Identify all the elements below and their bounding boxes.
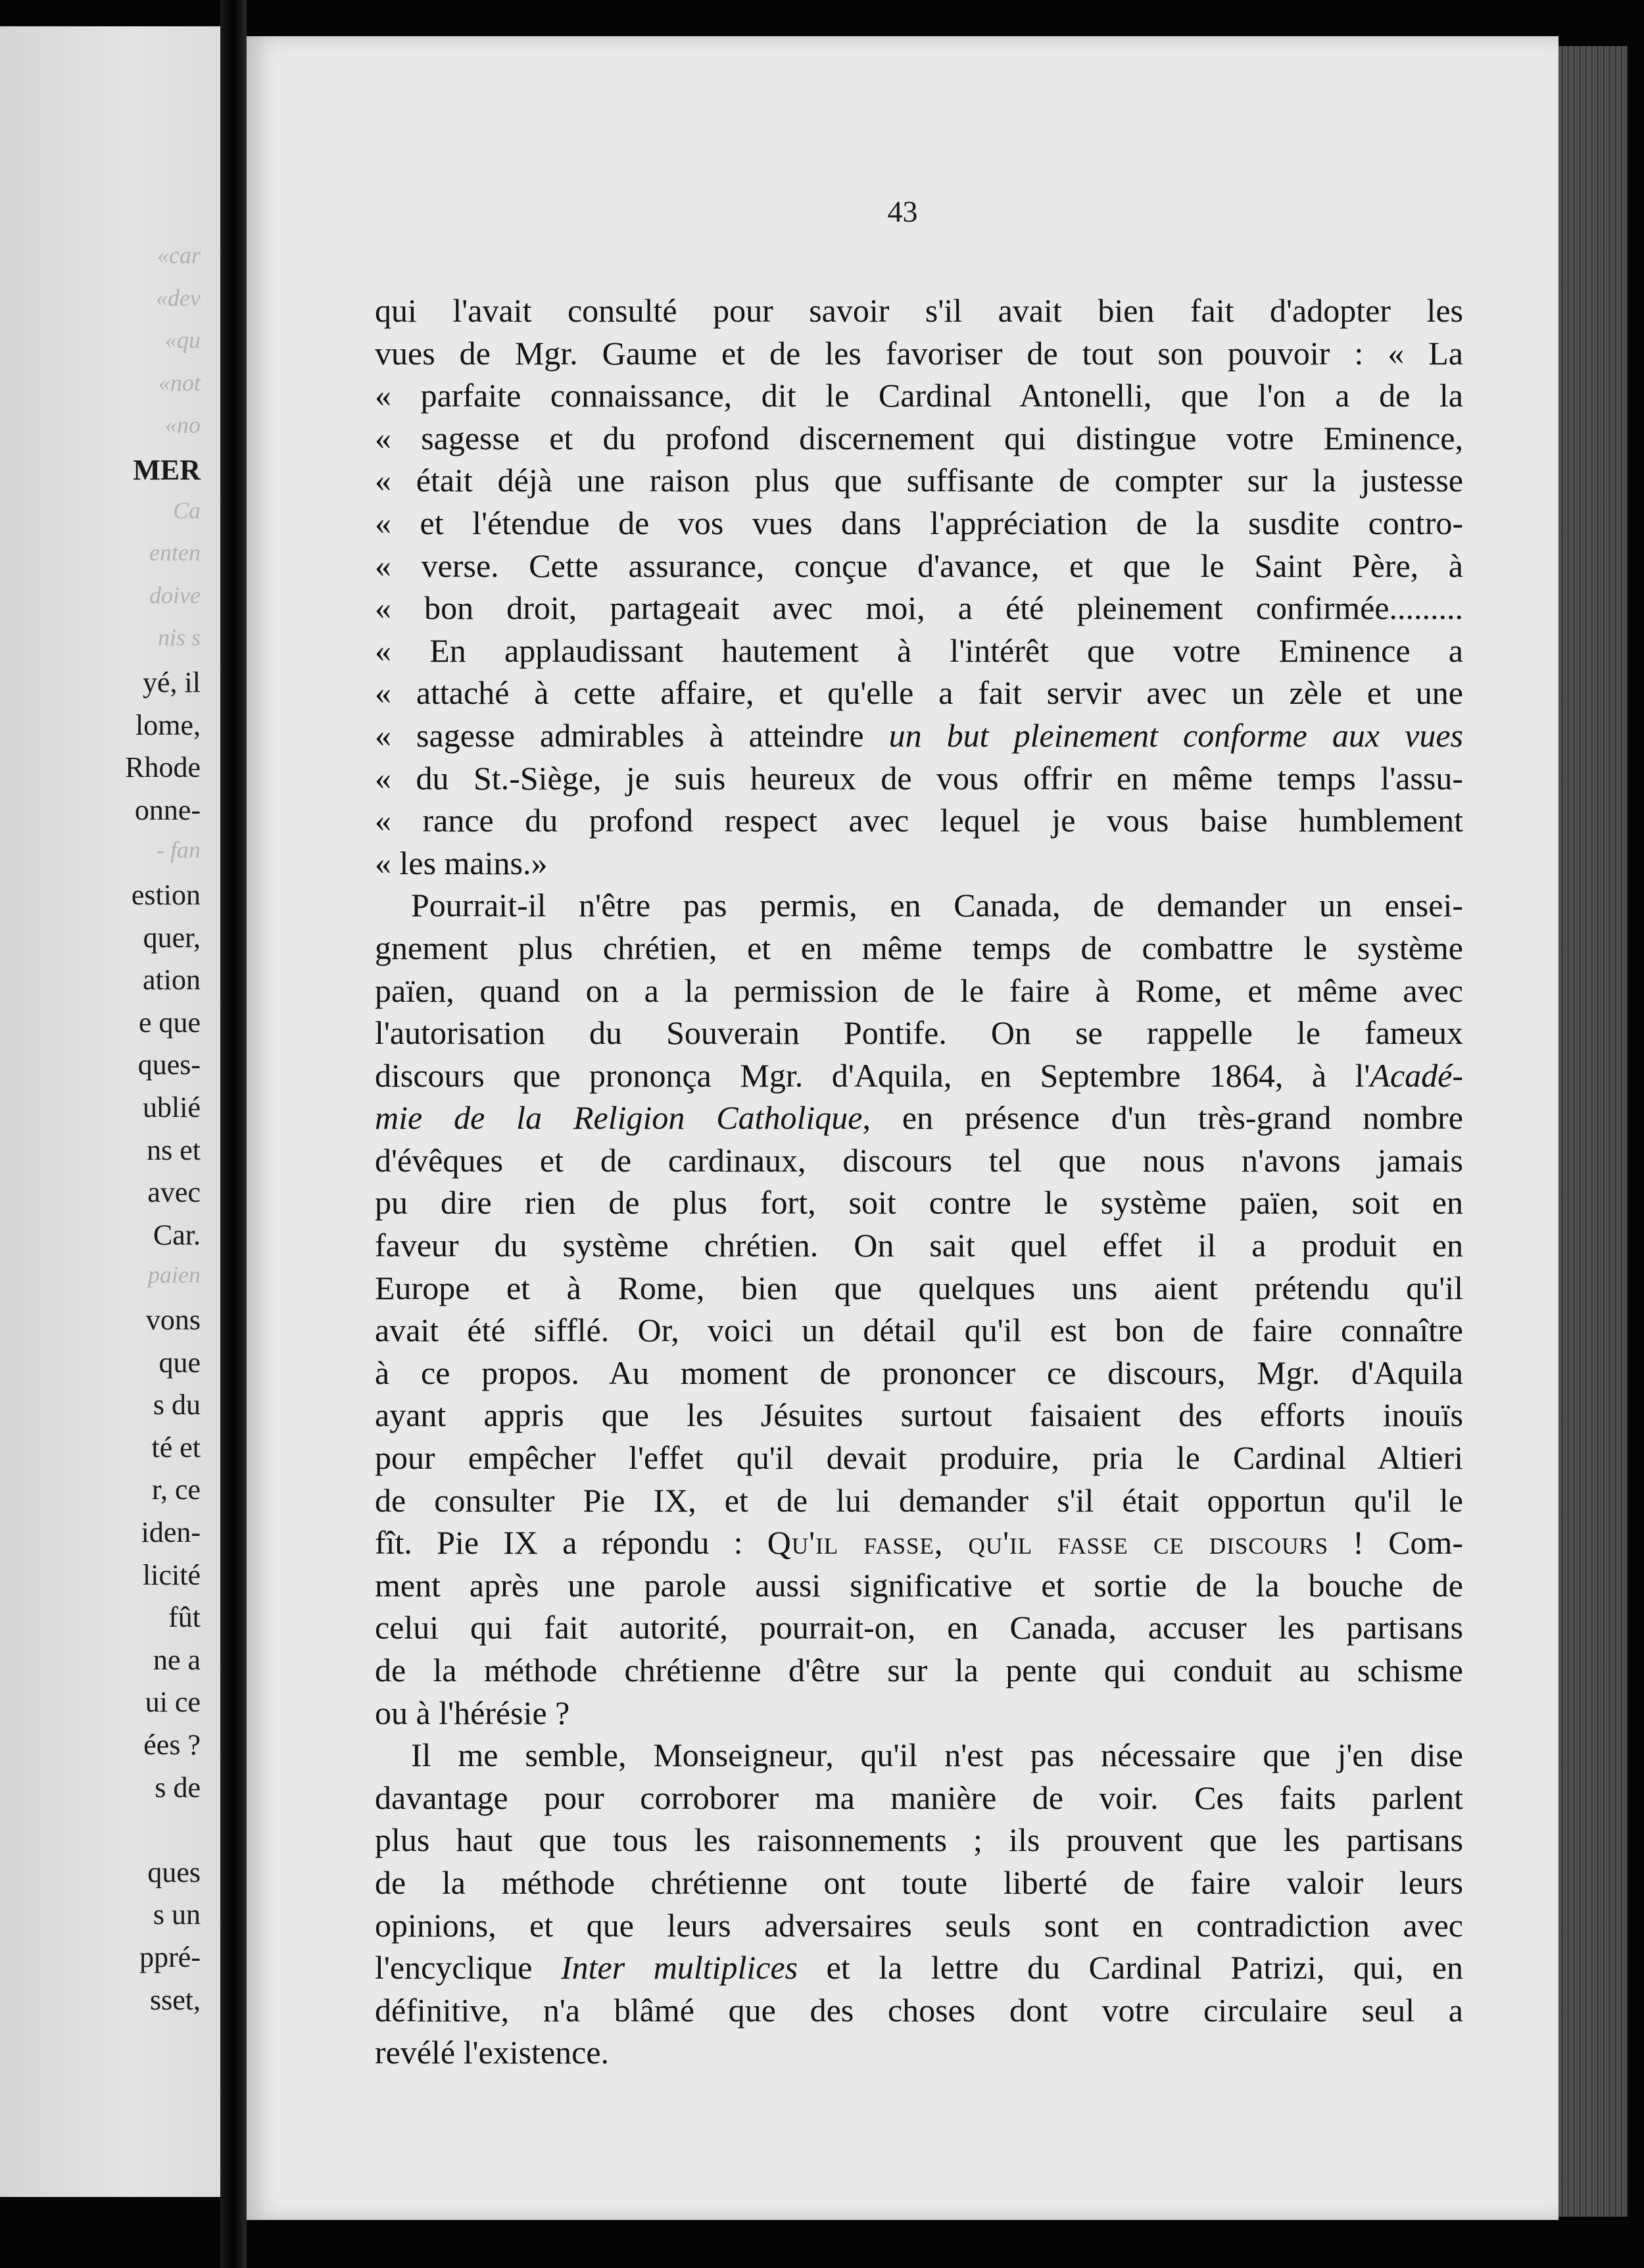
text-line <box>375 1054 1463 1097</box>
facing-page-line: lome, <box>135 708 201 741</box>
text-fragment: et la lettre du Cardinal Patrizi, qui, en <box>798 1949 1463 1986</box>
facing-page-line: s du <box>153 1389 201 1421</box>
text-line: Pourrait-il n'être pas permis, en Canada, de demander un ensei- <box>411 887 1463 924</box>
text-line: qui l'avait consulté pour savoir s'il avait bien fait d'adopter les <box>375 292 1463 329</box>
text-line: ou à l'hérésie ? <box>375 1694 570 1731</box>
facing-page-line: s un <box>153 1898 201 1931</box>
page-body-text <box>375 289 1463 2074</box>
text-fragment: , en présence d'un très-grand nombre <box>862 1099 1463 1137</box>
text-line: d'évêques et de cardinaux, discours tel que nous n'avons jamais <box>375 1141 1463 1179</box>
facing-page-line: «qu <box>165 327 201 354</box>
facing-page-line: enten <box>149 539 201 566</box>
facing-page-line: «not <box>158 369 201 396</box>
text-line: opinions, et que leurs adversaires seuls sont en contradiction avec <box>375 1906 1463 1944</box>
text-line: « verse. Cette assurance, conçue d'avance, et que le Saint Père, à <box>375 547 1463 584</box>
facing-page-line: ées ? <box>143 1729 201 1761</box>
facing-page-line: ublié <box>143 1091 201 1123</box>
facing-page-line: paien <box>148 1262 201 1289</box>
text-fragment: discours que prononça Mgr. d'Aquila, en Septembre 1864, à l' <box>375 1056 1370 1094</box>
text-line: définitive, n'a blâmé que des choses dont votre circulaire seul a <box>375 1991 1463 2029</box>
facing-page-line: sset, <box>150 1983 201 2016</box>
text-line <box>375 757 1463 800</box>
text-line: « bon droit, partageait avec moi, a été pleinement confirmée......... <box>375 589 1463 627</box>
text-fragment: « sagesse admirables à atteindre <box>375 716 889 754</box>
text-fragment: fît. Pie IX a répondu : <box>375 1524 767 1562</box>
text-line: ment après une parole aussi significative et sortie de la bouche de <box>375 1566 1463 1604</box>
facing-page-line: «dev <box>156 284 201 311</box>
text-line: celui qui fait autorité, pourrait-on, en Canada, accuser les partisans <box>375 1609 1463 1646</box>
facing-page-line: fût <box>168 1601 201 1634</box>
italic-fragment: mie de la Religion Catholique <box>375 1099 863 1137</box>
facing-page-line: ppré- <box>139 1941 201 1973</box>
text-line <box>375 714 1463 757</box>
facing-page-line: ques- <box>137 1048 201 1081</box>
page-number: 43 <box>887 195 918 228</box>
text-line: de la méthode chrétienne ont toute liberté de faire valoir leurs <box>375 1863 1463 1901</box>
small-caps-fragment: Qu'il fasse, qu'il fasse ce discours <box>767 1524 1329 1562</box>
text-line: avait été sifflé. Or, voici un détail qu'il est bon de faire connaître <box>375 1312 1463 1349</box>
text-line: païen, quand on a la permission de le faire à Rome, et même avec <box>375 972 1463 1009</box>
text-line: « En applaudissant hautement à l'intérêt que votre Eminence a <box>375 631 1463 669</box>
facing-page-line: yé, il <box>143 666 201 699</box>
facing-page-line: «no <box>165 412 201 439</box>
text-line: faveur du système chrétien. On sait quel effet il a produit en <box>375 1227 1463 1264</box>
facing-page-line: onne- <box>134 793 201 826</box>
facing-page-line: licité <box>143 1558 201 1591</box>
facing-page-line: doive <box>149 581 201 608</box>
text-line <box>375 1946 1463 1989</box>
text-line: vues de Mgr. Gaume et de les favoriser de tout son pouvoir : « La <box>375 334 1463 372</box>
text-line: « sagesse et du profond discernement qui distingue votre Eminence, <box>375 419 1463 456</box>
facing-page-line: - fan <box>157 837 201 864</box>
facing-page-line: estion <box>131 879 201 911</box>
page-43 <box>247 36 1559 2220</box>
text-fragment: l'encyclique <box>375 1949 561 1986</box>
facing-page-line: té et <box>151 1431 201 1464</box>
text-line: « rance du profond respect avec lequel je vous baise humblement <box>375 802 1463 839</box>
text-line: davantage pour corroborer ma manière de voir. Ces faits parlent <box>375 1779 1463 1816</box>
facing-page-line: avec <box>147 1176 201 1209</box>
text-line: ayant appris que les Jésuites surtout faisaient des efforts inouïs <box>375 1396 1463 1434</box>
text-line <box>375 1521 1463 1564</box>
text-line: pu dire rien de plus fort, soit contre le système païen, soit en <box>375 1184 1463 1221</box>
text-line: « et l'étendue de vos vues dans l'appréciation de la susdite contro- <box>375 504 1463 541</box>
facing-page-left <box>0 26 220 2197</box>
text-line: plus haut que tous les raisonnements ; ils prouvent que les partisans <box>375 1821 1463 1859</box>
text-fragment: ! Com- <box>1328 1524 1463 1562</box>
facing-page-line: ation <box>143 964 201 997</box>
text-line: l'autorisation du Souverain Pontife. On se rappelle le fameux <box>375 1014 1463 1052</box>
italic-fragment: Acadé- <box>1370 1056 1463 1094</box>
facing-page-line: Ca <box>172 497 201 524</box>
facing-page-line: s de <box>155 1771 201 1804</box>
text-line: « parfaite connaissance, dit le Cardinal Antonelli, que l'on a de la <box>375 377 1463 414</box>
facing-page-line: Car. <box>153 1218 201 1251</box>
facing-page-line: ui ce <box>145 1686 201 1719</box>
italic-fragment: un but pleinement conforme aux vues <box>888 716 1463 754</box>
facing-page-line: que <box>158 1346 201 1379</box>
facing-page-line: quer, <box>143 921 201 954</box>
text-line: pour empêcher l'effet qu'il devait produire, pria le Cardinal Altieri <box>375 1439 1463 1477</box>
facing-page-line: ques <box>147 1856 201 1888</box>
facing-page-line: vons <box>145 1304 201 1336</box>
facing-page-line: iden- <box>141 1516 201 1548</box>
facing-page-line: ne a <box>153 1643 201 1676</box>
text-line: Il me semble, Monseigneur, qu'il n'est pas nécessaire que j'en dise <box>411 1737 1463 1774</box>
text-line <box>375 1097 1463 1139</box>
facing-page-line: Rhode <box>125 751 201 784</box>
book-gutter <box>220 0 247 2268</box>
facing-page-line: MER <box>133 454 201 486</box>
text-line: gnement plus chrétien, et en même temps de combattre le système <box>375 929 1463 966</box>
text-line: de consulter Pie IX, et de lui demander s'il était opportun qu'il le <box>375 1481 1463 1519</box>
text-line: à ce propos. Au moment de prononcer ce discours, Mgr. d'Aquila <box>375 1354 1463 1391</box>
facing-page-line: ns et <box>147 1133 201 1166</box>
text-line: de la méthode chrétienne d'être sur la pente qui conduit au schisme <box>375 1652 1463 1689</box>
text-line: « les mains.» <box>375 844 548 881</box>
text-fragment: « du St.-Siège, je suis heureux de vous offrir en même temps l'assu- <box>375 759 1463 797</box>
text-line: Europe et à Rome, bien que quelques uns aient prétendu qu'il <box>375 1269 1463 1306</box>
page-edges <box>1559 46 1628 2217</box>
italic-fragment: Inter multiplices <box>560 1949 798 1986</box>
facing-page-line: r, ce <box>152 1473 201 1506</box>
text-line: « attaché à cette affaire, et qu'elle a fait servir avec un zèle et une <box>375 674 1463 712</box>
facing-page-line: e que <box>138 1006 201 1039</box>
facing-page-line: «car <box>157 242 201 268</box>
facing-page-line: nis s <box>157 624 201 651</box>
text-line: « était déjà une raison plus que suffisante de compter sur la justesse <box>375 462 1463 499</box>
text-line: revélé l'existence. <box>375 2034 610 2071</box>
